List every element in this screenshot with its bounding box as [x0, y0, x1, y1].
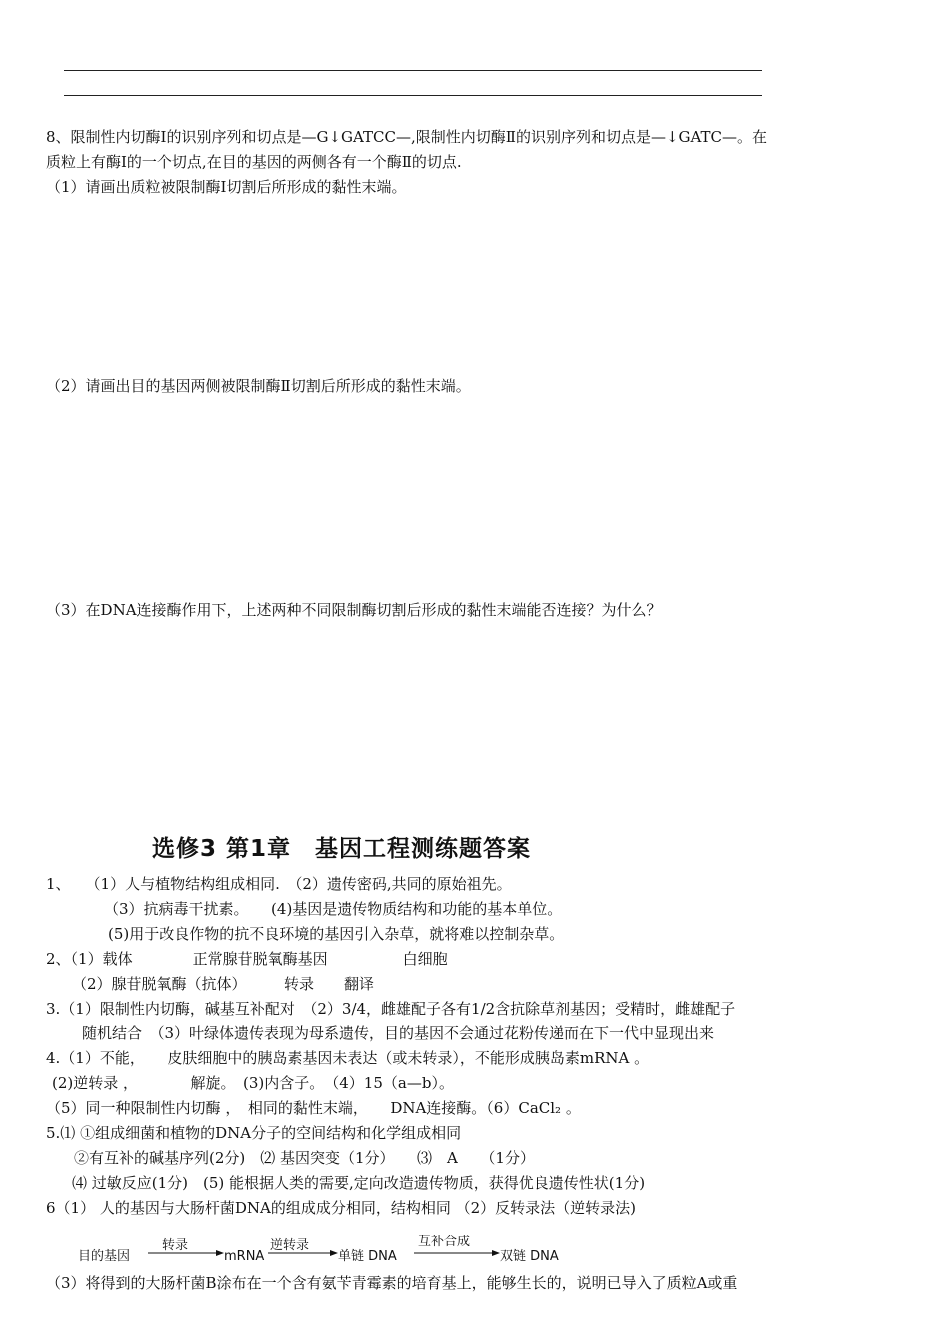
answer-5-line-3: ⑷ 过敏反应(1分) (5) 能根据人类的需要,定向改造遗传物质，获得优良遗传性状(1分): [72, 1174, 646, 1192]
answer-2-line-2: （2）腺苷脱氧酶（抗体） 转录 翻译: [72, 975, 375, 993]
answer-2-line-1: 2、（1）载体 正常腺苷脱氧酶基因 白细胞: [46, 950, 448, 968]
flow-node-mrna: mRNA: [224, 1249, 265, 1264]
flow-label-transcription: 转录: [162, 1238, 189, 1253]
flow-node-single-strand-dna: 单链 DNA: [338, 1249, 397, 1264]
answers-title: 选修3 第1章 基因工程测练题答案: [152, 836, 532, 862]
answer-6-line-1: 6（1） 人的基因与大肠杆菌DNA的组成成分相同，结构相同 （2）反转录法（逆转录法): [46, 1199, 637, 1217]
answer-1-line-3: (5)用于改良作物的抗不良环境的基因引入杂草，就将难以控制杂草。: [108, 925, 565, 943]
question-8-part-2: （2）请画出目的基因两侧被限制酶Ⅱ切割后所形成的黏性末端。: [46, 377, 471, 395]
question-8-line-1: 8、限制性内切酶Ⅰ的识别序列和切点是—G↓GATCC—,限制性内切酶Ⅱ的识别序列和切点是—↓GATC—。在: [46, 128, 767, 146]
flow-node-double-strand-dna: 双链 DNA: [500, 1249, 559, 1264]
answer-line-2: [64, 95, 762, 96]
answer-4-line-2: (2)逆转录 ， 解旋。 (3)内含子。 （4）15（a—b）。: [52, 1074, 454, 1092]
flow-label-reverse-transcription: 逆转录: [270, 1238, 310, 1253]
flow-node-target-gene: 目的基因: [78, 1249, 131, 1264]
answer-3-line-1: 3.（1）限制性内切酶，碱基互补配对 （2）3/4，雌雄配子各有1/2含抗除草剂基因；受精时，雌雄配子: [46, 1000, 736, 1018]
answer-5-line-1: 5.⑴ ①组成细菌和植物的DNA分子的空间结构和化学组成相同: [46, 1124, 462, 1142]
question-8-part-3: （3）在DNA连接酶作用下，上述两种不同限制酶切割后形成的黏性末端能否连接？为什么？: [46, 601, 662, 619]
answer-line-1: [64, 70, 762, 71]
answer-5-line-2: ②有互补的碱基序列(2分) ⑵ 基因突变（1分） ⑶ A （1分）: [74, 1149, 535, 1167]
answer-1-line-2: （3）抗病毒干扰素。 (4)基因是遗传物质结构和功能的基本单位。: [104, 900, 563, 918]
answer-6-line-3: （3）将得到的大肠杆菌B涂布在一个含有氨苄青霉素的培育基上，能够生长的，说明已导入了质粒A或重: [46, 1274, 738, 1292]
reverse-transcription-flow: [76, 1235, 596, 1267]
answer-4-line-3: （5）同一种限制性内切酶 ， 相同的黏性末端， DNA连接酶。（6）CaCl₂ 。: [46, 1099, 581, 1117]
answer-4-line-1: 4.（1）不能， 皮肤细胞中的胰岛素基因未表达（或未转录），不能形成胰岛素mRNA 。: [46, 1049, 650, 1067]
answer-3-line-2: 随机结合 （3）叶绿体遗传表现为母系遗传，目的基因不会通过花粉传递而在下一代中显现出来: [82, 1024, 715, 1042]
answer-1-line-1: 1、 （1）人与植物结构组成相同. （2）遗传密码,共同的原始祖先。: [46, 875, 512, 893]
question-8-part-1: （1）请画出质粒被限制酶Ⅰ切割后所形成的黏性末端。: [46, 178, 407, 196]
question-8-line-2: 质粒上有酶Ⅰ的一个切点,在目的基因的两侧各有一个酶Ⅱ的切点.: [46, 153, 462, 171]
flow-label-complementary-synthesis: 互补合成: [418, 1235, 471, 1249]
